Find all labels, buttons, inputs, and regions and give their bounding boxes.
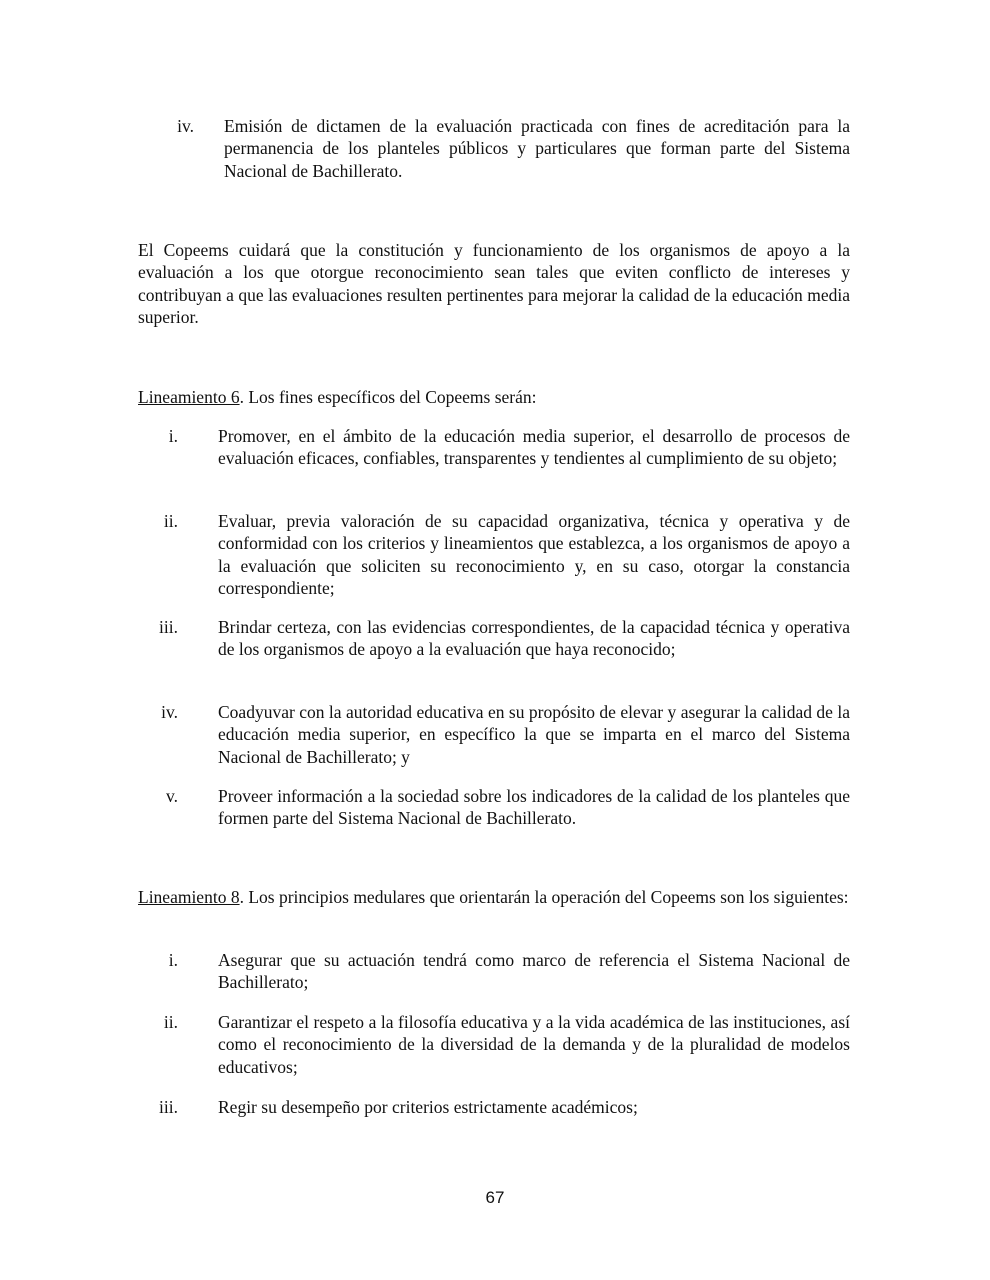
list-text: Coadyuvar con la autoridad educativa en su propósito de elevar y asegurar la calidad de la educación media superior, en específico la que se imparta en el marco del Sistema Nacional de Bachillerato; y — [218, 702, 850, 767]
page-number: 67 — [485, 1188, 505, 1207]
list-text: Emisión de dictamen de la evaluación practicada con fines de acreditación para la permanencia de los planteles públicos y particulares que forman parte del Sistema Nacional de Bachillerato. — [224, 116, 850, 181]
list-number: iv. — [161, 702, 178, 722]
lineamiento-6-heading — [138, 386, 850, 408]
paragraph-copeems: El Copeems cuidará que la constitución y funcionamiento de los organismos de apoyo a la evaluación a los que otorgue reconocimiento sean tales que eviten conflicto de intereses y contribuyan a que las evaluaciones resulten pertinentes para mejorar la calidad de la educación media superior. — [138, 240, 850, 328]
list-text: Garantizar el respeto a la filosofía educativa y a la vida académica de las instituciones, así como el reconocimiento de la diversidad de la demanda y de la pluralidad de modelos educativos; — [218, 1012, 850, 1077]
list-number: iv. — [177, 116, 194, 136]
list-number: ii. — [163, 511, 178, 531]
list-text: Brindar certeza, con las evidencias correspondientes, de la capacidad técnica y operativa de los organismos de apoyo a la evaluación que haya reconocido; — [218, 617, 850, 660]
list-number: i. — [168, 950, 178, 970]
lineamiento-8-heading — [138, 886, 850, 908]
lineamiento-6-label: Lineamiento 6 — [138, 387, 240, 407]
list-number: iii. — [159, 617, 178, 637]
list-number: i. — [168, 426, 178, 446]
lineamiento-8-intro: . Los principios medulares que orientarán la operación del Copeems son los siguientes: — [239, 887, 849, 907]
list-text: Asegurar que su actuación tendrá como marco de referencia el Sistema Nacional de Bachillerato; — [218, 950, 850, 993]
list-text: Regir su desempeño por criterios estrictamente académicos; — [218, 1097, 638, 1117]
list-number: iii. — [159, 1097, 178, 1117]
lineamiento-6-intro: . Los fines específicos del Copeems serán: — [239, 387, 537, 407]
list-text: Proveer información a la sociedad sobre los indicadores de la calidad de los planteles que formen parte del Sistema Nacional de Bachillerato. — [218, 786, 850, 829]
list-number: v. — [166, 786, 178, 806]
list-number: ii. — [163, 1012, 178, 1032]
list-text: Evaluar, previa valoración de su capacidad organizativa, técnica y operativa y de conformidad con los criterios y lineamientos que establezca, a los organismos de apoyo a la evaluación que soliciten su reconocimiento y, en su caso, otorgar la constancia correspondiente; — [218, 511, 850, 599]
list-text: Promover, en el ámbito de la educación media superior, el desarrollo de procesos de evaluación eficaces, confiables, transparentes y tendientes al cumplimiento de su objeto; — [218, 426, 850, 469]
lineamiento-8-label: Lineamiento 8 — [138, 887, 240, 907]
